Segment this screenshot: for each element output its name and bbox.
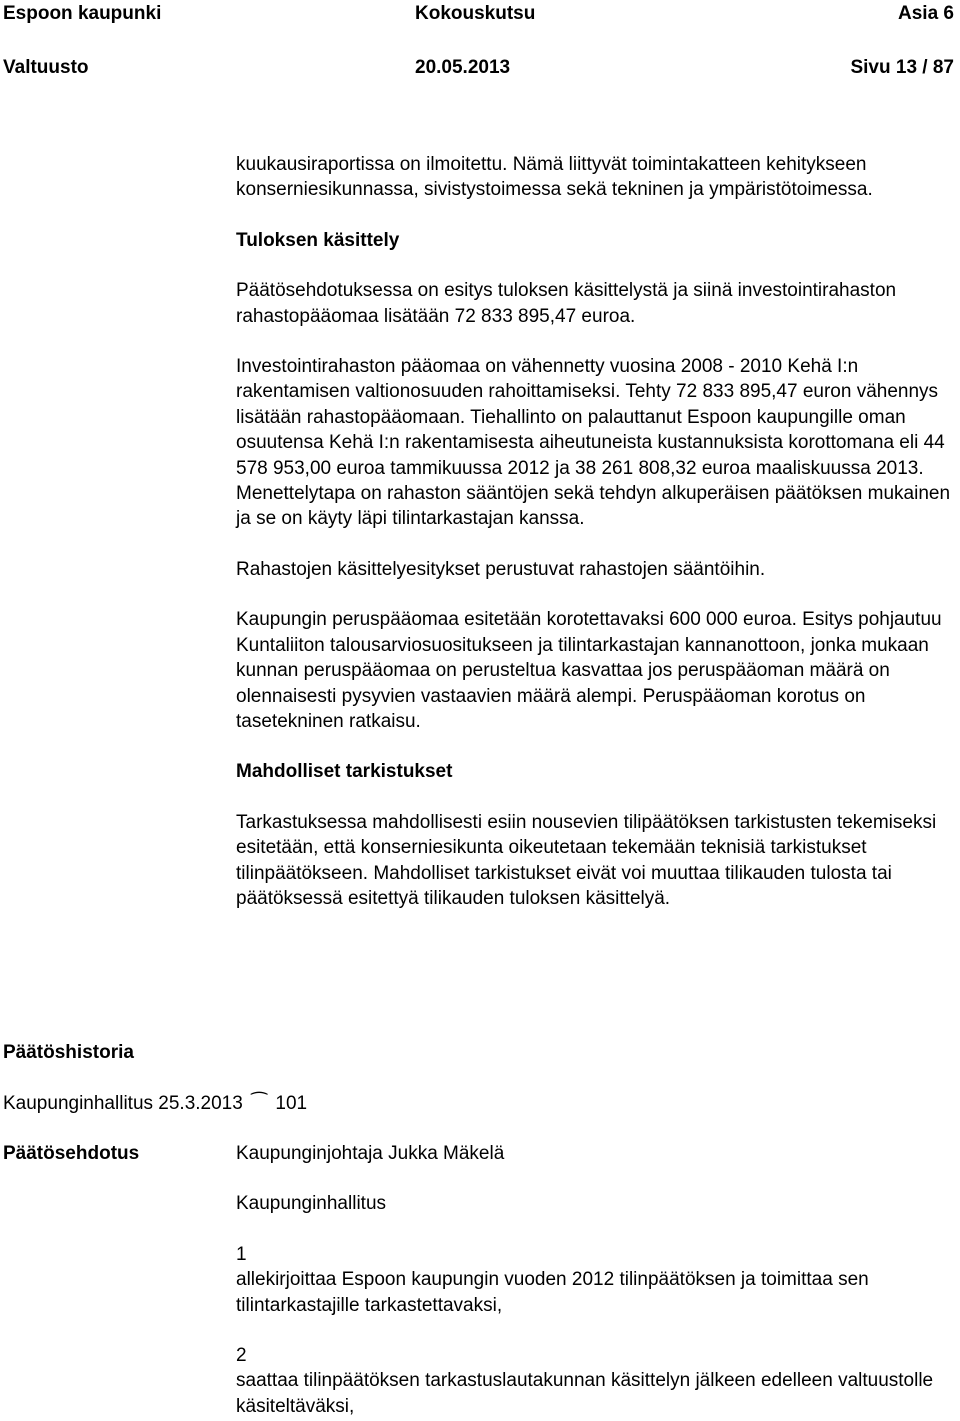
history-ref-number: 101 <box>275 1093 308 1114</box>
proposal-proposer: Kaupunginjohtaja Jukka Mäkelä <box>236 1143 505 1164</box>
paragraph-fund-rules: Rahastojen käsittelyesitykset perustuvat rahastojen sääntöihin. <box>236 558 766 580</box>
section-title-adjustments: Mahdolliset tarkistukset <box>236 761 453 783</box>
history-title: Päätöshistoria <box>3 1042 134 1063</box>
proposal-label: Päätösehdotus <box>3 1143 140 1164</box>
proposal-item-number: 1 <box>236 1243 247 1265</box>
header-row-1 <box>0 0 960 28</box>
paragraph-adjustments: Tarkastuksessa mahdollisesti esiin nousevien tilipäätöksen tarkistusten tekemiseksi esitetään, että konserniesikunta oikeutetaan tekemään teknisiä tarkistukset tilinpäätökseen. Mahdolliset tarkistukset eivät voi muuttaa tilikauden tulosta tai päätöksessä esitettyä tilikauden tuloksen käsittelyä. <box>236 811 937 909</box>
header-doc-type: Kokouskutsu <box>415 3 536 24</box>
page-header <box>0 0 960 78</box>
header-row-2 <box>0 54 960 82</box>
history-meeting: Kaupunginhallitus 25.3.2013 <box>3 1093 243 1114</box>
link-arc-icon: ⁀ <box>251 1093 267 1114</box>
proposal-body <box>236 1141 956 1419</box>
header-item: Asia 6 <box>898 3 954 24</box>
section-title-result: Tuloksen käsittely <box>236 229 400 251</box>
proposal-item-number: 2 <box>236 1345 247 1367</box>
proposal-body-name: Kaupunginhallitus <box>236 1193 387 1215</box>
header-page-number: Sivu 13 / 87 <box>850 57 954 78</box>
header-body: Valtuusto <box>3 57 89 78</box>
main-content <box>236 152 956 911</box>
header-org: Espoon kaupunki <box>3 3 162 24</box>
header-date: 20.05.2013 <box>415 57 511 78</box>
paragraph-capital-increase: Kaupungin peruspääomaa esitetään korotettavaksi 600 000 euroa. Esitys pohjautuu Kuntaliiton talousarviosuositukseen ja tilintarkastajan kannanottoon, jonka mukaan kunnan peruspääomaa on perusteltua kasvattaa jos peruspääoman määrä on olennaisesti pysyvien vastaavien määrä alempi. Peruspääoman korotus on tasetekninen ratkaisu. <box>236 609 942 732</box>
proposal-item-text: saattaa tilinpäätöksen tarkastuslautakunnan käsittelyn jälkeen edelleen valtuustolle käsiteltäväksi, <box>236 1370 934 1417</box>
intro-paragraph: kuukausiraportissa on ilmoitettu. Nämä liittyvät toimintakatteen kehitykseen konserniesikunnassa, sivistystoimessa sekä tekninen ja ympäristötoimessa. <box>236 154 873 201</box>
proposal-item-text: allekirjoittaa Espoon kaupungin vuoden 2012 tilinpäätöksen ja toimittaa sen tilintarkastajille tarkastettavaksi, <box>236 1269 869 1316</box>
paragraph-fund-reduction: Investointirahaston pääomaa on vähennetty vuosina 2008 - 2010 Kehä I:n rakentamisen valtionosuuden rahoittamiseksi. Tehty 72 833 895,47 euron vähennys lisätään rahastopääomaan. Tiehallinto on palauttanut Espoon kaupungille oman osuutensa Kehä I:n rakentamisesta aiheutuneista kustannuksista korottomana eli 44 578 953,00 euroa tammikuussa 2012 ja 38 261 808,32 euroa maaliskuussa 2013. Menettelytapa on rahaston sääntöjen sekä tehdyn alkuperäisen päätöksen mukainen ja se on käyty läpi tilintarkastajan kanssa. <box>236 356 951 530</box>
history-entry <box>3 1091 953 1116</box>
paragraph-result-proposal: Päätösehdotuksessa on esitys tuloksen käsittelystä ja siinä investointirahaston rahastopääomaa lisätään 72 833 895,47 euroa. <box>236 280 897 327</box>
